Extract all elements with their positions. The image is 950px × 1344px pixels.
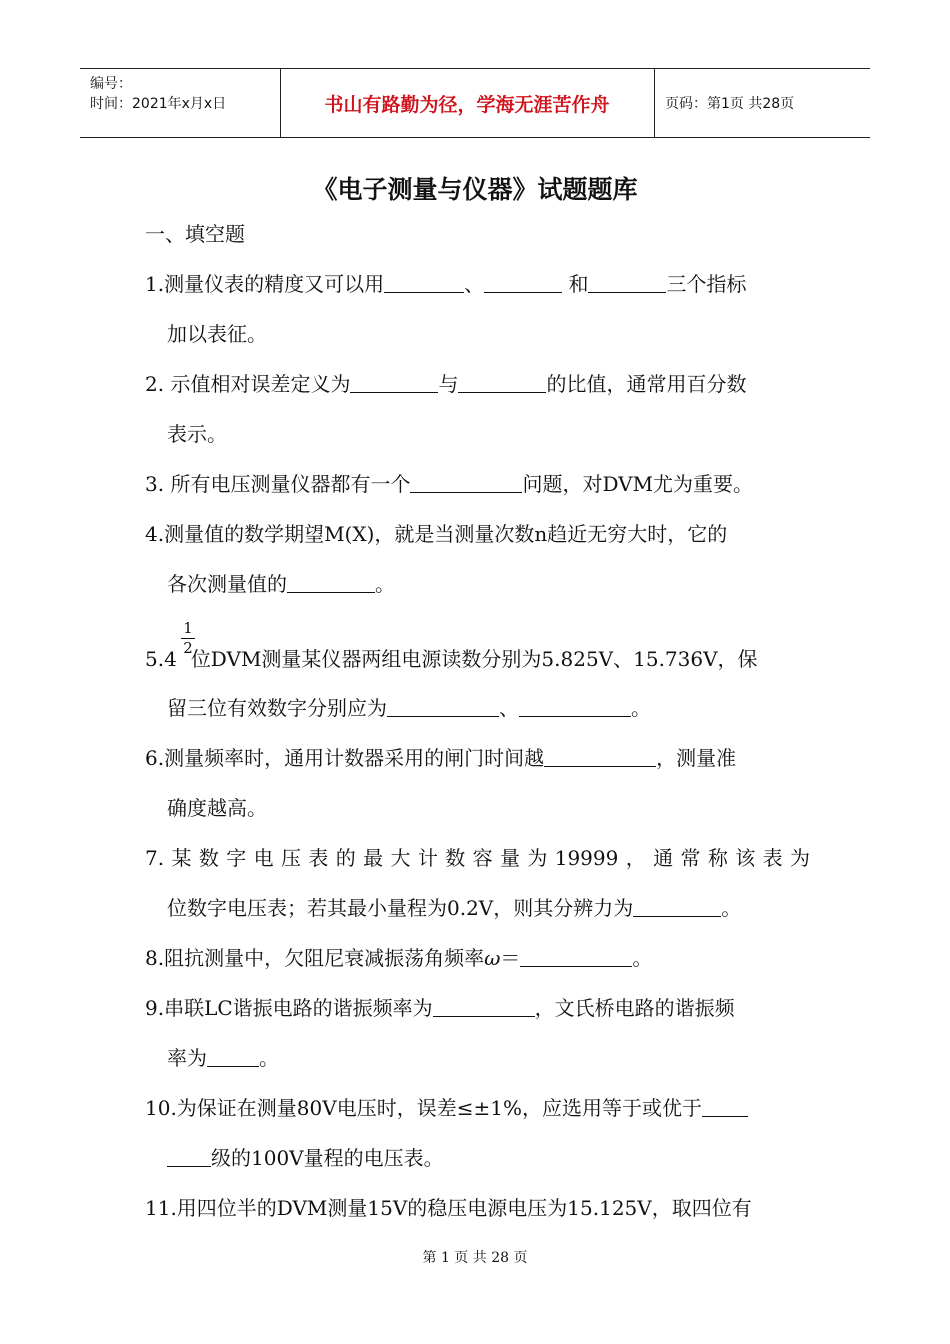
question-1: 1.测量仪表的精度又可以用 、 和 三个指标 (145, 272, 747, 296)
question-4-cont: 各次测量值的 。 (167, 572, 395, 596)
page-header (80, 68, 870, 138)
question-5: 5.4 位DVM测量某仪器两组电源读数分别为5.825V、15.736V，保 (145, 647, 758, 671)
question-2-cont: 表示。 (167, 422, 227, 446)
document-title: 《电子测量与仪器》试题题库 (312, 175, 638, 204)
answer-blank (287, 572, 375, 593)
answer-blank (633, 896, 721, 917)
header-slogan: 书山有路勤为径，学海无涯苦作舟 (324, 93, 610, 116)
question-6: 6.测量频率时，通用计数器采用的闸门时间越 ，测量准 (145, 746, 737, 770)
answer-blank (433, 996, 535, 1017)
answer-blank (702, 1096, 748, 1117)
question-10-cont: 级的100V量程的电压表。 (167, 1145, 832, 1171)
question-11: 11.用四位半的DVM测量15V的稳压电源电压为15.125V，取四位有 (145, 1196, 752, 1220)
answer-blank (410, 472, 522, 493)
answer-blank (519, 696, 631, 717)
answer-blank (387, 696, 499, 717)
question-9-cont: 率为 。 (167, 1046, 279, 1070)
answer-blank (544, 746, 656, 767)
question-1-cont: 加以表征。 (167, 322, 267, 346)
page-footer: 第 1 页 共 28 页 (422, 1250, 528, 1266)
fraction-one-half: 1 2 (181, 620, 195, 657)
number-label: 编号： (90, 76, 132, 92)
answer-blank (350, 372, 438, 393)
date-label: 时间：2021年x月x日 (90, 96, 227, 112)
question-10: 10.为保证在测量80V电压时，误差≤±1%，应选用等于或优于 (145, 1095, 810, 1121)
question-3: 3. 所有电压测量仪器都有一个 问题，对DVM尤为重要。 (145, 472, 754, 496)
question-5-cont: 留三位有效数字分别应为 、 。 (167, 696, 651, 720)
answer-blank (384, 272, 464, 293)
question-7: 7.某数字电压表的最大计数容量为19999，通常称该表为 (145, 846, 810, 870)
answer-blank (458, 372, 546, 393)
question-6-cont: 确度越高。 (167, 796, 267, 820)
header-meta (80, 69, 280, 137)
answer-blank (588, 272, 666, 293)
question-9: 9.串联LC谐振电路的谐振频率为 ，文氏桥电路的谐振频 (145, 996, 735, 1020)
section-heading: 一、填空题 (145, 222, 245, 246)
answer-blank (484, 272, 562, 293)
question-7-cont: 位数字电压表；若其最小量程为0.2V，则其分辨力为 。 (167, 896, 742, 920)
answer-blank (167, 1146, 211, 1167)
question-8: 8.阻抗测量中，欠阻尼衰减振荡角频率ω＝ 。 (145, 946, 653, 970)
question-2: 2. 示值相对误差定义为 与 的比值，通常用百分数 (145, 372, 747, 396)
divider (654, 69, 655, 137)
header-page-info: 页码：第1页 共28页 (665, 96, 795, 112)
omega-symbol: ω (484, 946, 501, 970)
question-4: 4.测量值的数学期望M(X)，就是当测量次数n趋近无穷大时，它的 (145, 522, 728, 546)
answer-blank (520, 946, 632, 967)
answer-blank (207, 1046, 259, 1067)
